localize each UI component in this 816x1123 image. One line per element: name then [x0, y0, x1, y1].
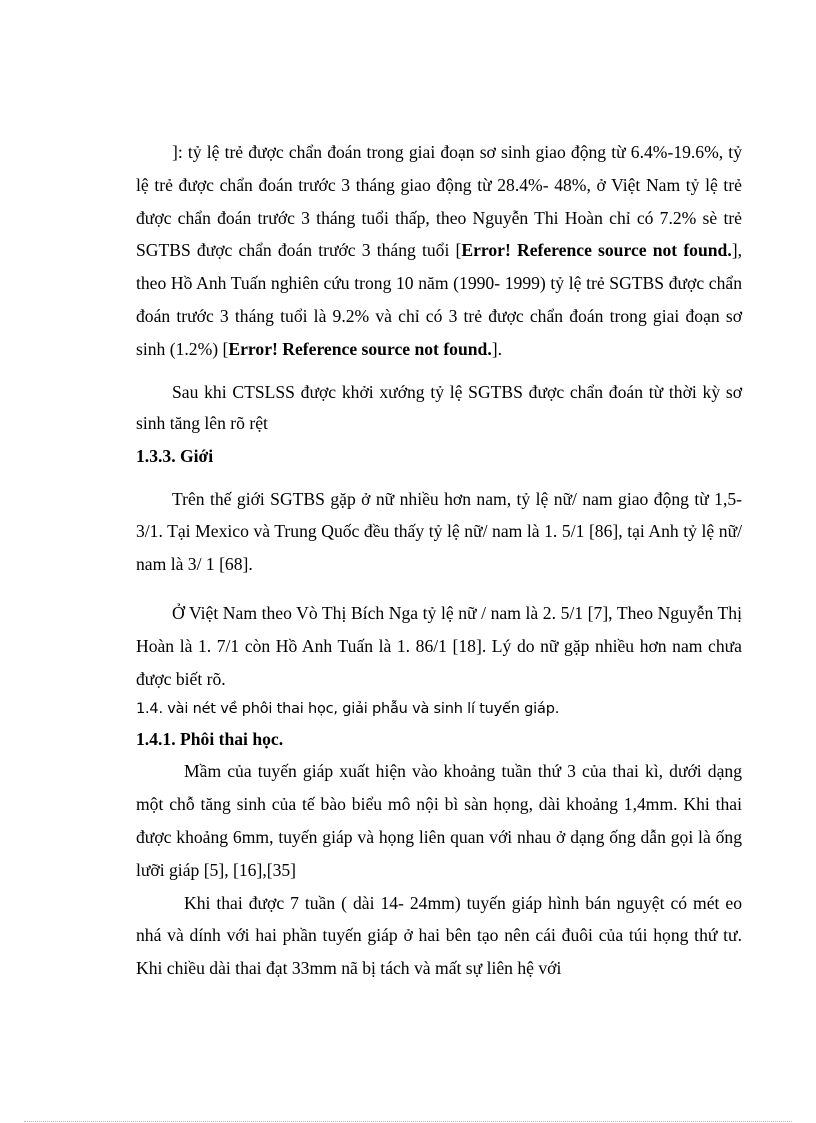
- error-reference-2: Error! Reference source not found.: [228, 338, 492, 359]
- paragraph-5: Mầm của tuyến giáp xuất hiện vào khoảng tuần thứ 3 của thai kì, dưới dạng một chỗ tăng sinh của tế bào biểu mô nội bì sàn họng, dài khoảng 1,4mm. Khi thai được khoảng 6mm, tuyến giáp và họng liên quan với nhau ở dạng ống dẫn gọi là ống lưỡi giáp [5], [16],[35]: [136, 761, 742, 880]
- page-bottom-divider: [24, 1121, 792, 1122]
- paragraph-1-text-c: ].: [491, 338, 502, 359]
- paragraph-1-text-a: ]: tỷ lệ trẻ được chẩn đoán trong giai đoạn sơ sinh giao động từ 6.4%-19.6%, tỷ lệ trẻ được chẩn đoán trước 3 tháng giao động từ 28.4%- 48%, ở Việt Nam tỷ lệ trẻ được chẩn đoán trước 3 tháng tuổi thấp, theo Nguyễn Thi Hoàn chỉ có 7.2% sè trẻ SGTBS được chẩn đoán trước 3 tháng tuổi [: [136, 142, 742, 261]
- paragraph-4: Ở Việt Nam theo Vò Thị Bích Nga tỷ lệ nữ / nam là 2. 5/1 [7], Theo Nguyễn Thị Hoàn là 1. 7/1 còn Hồ Anh Tuấn là 1. 86/1 [18]. Lý do nữ gặp nhiều hơn nam chưa được biết rõ.: [136, 602, 742, 689]
- error-reference-1: Error! Reference source not found.: [461, 240, 732, 261]
- paragraph-2: Sau khi CTSLSS được khởi xướng tỷ lệ SGTBS được chẩn đoán từ thời kỳ sơ sinh tăng lên rõ rệt: [136, 381, 742, 434]
- paragraph-6: Khi thai được 7 tuần ( dài 14- 24mm) tuyến giáp hình bán nguyệt có mét eo nhá và dính với hai phần tuyến giáp ở hai bên tạo nên cái đuôi của túi họng thứ tư. Khi chiều dài thai đạt 33mm nã bị tách và mất sự liên hệ với: [136, 892, 742, 979]
- paragraph-3: Trên thế giới SGTBS gặp ở nữ nhiều hơn nam, tỷ lệ nữ/ nam giao động từ 1,5- 3/1. Tại Mexico và Trung Quốc đều thấy tỷ lệ nữ/ nam là 1. 5/1 [86], tại Anh tỷ lệ nữ/ nam là 3/ 1 [68].: [136, 488, 742, 575]
- paragraph-1: [136, 136, 742, 366]
- section-heading-1-4: 1.4. vài nét về phôi thai học, giải phẫu và sinh lí tuyến giáp.: [136, 701, 560, 718]
- paragraph-1-text-b: ], theo Hồ Anh Tuấn nghiên cứu trong 10 năm (1990- 1999) tỷ lệ trẻ SGTBS được chẩn đoán trước 3 tháng tuổi là 9.2% và chỉ có 3 trẻ được chẩn đoán trong giai đoạn sơ sinh (1.2%) [: [136, 240, 742, 359]
- section-heading-1-4-1: 1.4.1. Phôi thai học.: [136, 729, 284, 750]
- page-content: [136, 136, 742, 985]
- section-heading-1-3-3: 1.3.3. Giới: [136, 445, 214, 466]
